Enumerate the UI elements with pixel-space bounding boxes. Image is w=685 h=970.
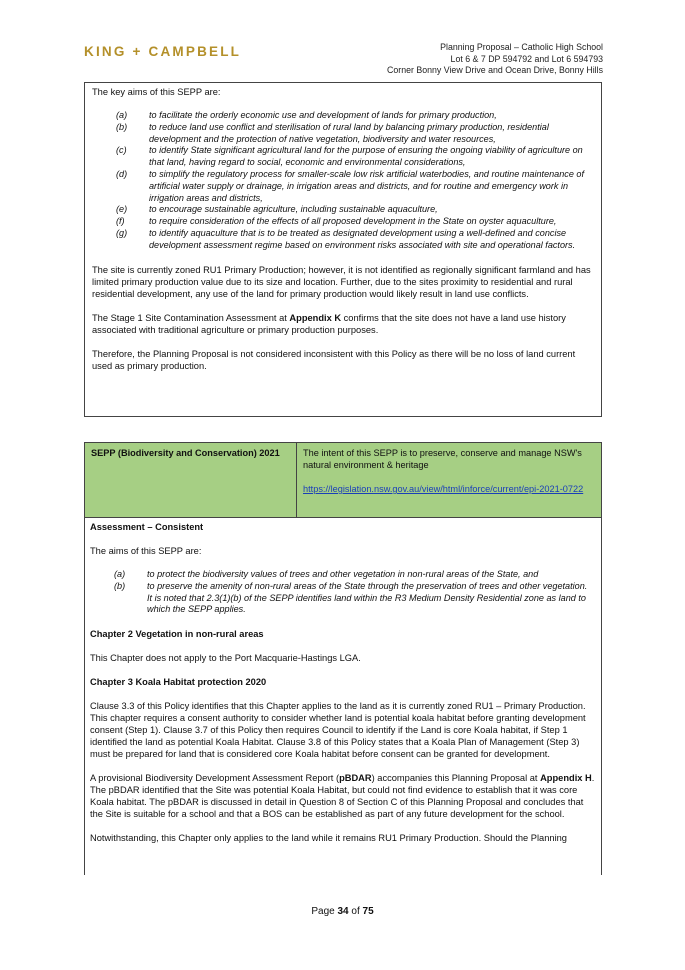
sepp-title-row (85, 443, 601, 518)
aim-item (92, 110, 594, 122)
chapter-2-heading: Chapter 2 Vegetation in non-rural areas (90, 629, 264, 640)
chapter-2-text: This Chapter does not apply to the Port Macquarie-Hastings LGA. (90, 653, 361, 664)
aims-intro: The key aims of this SEPP are: (92, 87, 221, 97)
assessment-heading: Assessment – Consistent (90, 522, 204, 532)
paragraph-conclusion: Therefore, the Planning Proposal is not considered inconsistent with this Policy as there will be no loss of land current used as primary production. (92, 348, 576, 371)
chapter-3-text: Clause 3.3 of this Policy identifies that this Chapter applies to the land as it is currently zoned RU1 – Primary Production. This chapter requires a consent authority to consider whether land is potential koala habitat before granting development consent (Step 1). Clause 3.7 of this Policy then requires Council to identify if the Land is core Koala habitat, if Step 1 identified the land as potential Koala Habitat. Clause 3.8 of this Policy states that a Koala Plan of Management (Step 3) must be prepared for land that is considered core Koala habitat before consent can be granted for development. (90, 701, 586, 760)
aim-item (92, 216, 594, 228)
aim-label: (a) (116, 110, 128, 120)
aims-list-2 (90, 569, 596, 616)
header-line-3: Corner Bonny View Drive and Ocean Drive, Bonny Hills (387, 65, 603, 75)
aim-label: (a) (114, 569, 126, 579)
chapter-3-heading: Chapter 3 Koala Habitat protection 2020 (90, 677, 267, 688)
aim-item (90, 581, 596, 616)
aim-text: to facilitate the orderly economic use and development of lands for primary production, (149, 110, 497, 120)
aim-text: to identify aquaculture that is to be treated as designated development using a well-defined and concise development assessment regime based on environment risks associated with site and operational factors. (149, 227, 576, 250)
aim-item (92, 228, 594, 252)
aim-text: to reduce land use conflict and sterilisation of rural land by balancing primary production, residential development and the protection of native vegetation, biodiversity and water resources, (149, 121, 549, 144)
aim-label: (g) (116, 227, 128, 238)
aim-item (90, 569, 596, 581)
aim-item (92, 169, 594, 204)
header-line-1: Planning Proposal – Catholic High School (440, 42, 603, 52)
sepp-intent: The intent of this SEPP is to preserve, conserve and manage NSW's natural environment & heritage (303, 448, 582, 470)
sepp-title: SEPP (Biodiversity and Conservation) 2021 (85, 443, 297, 517)
aim-label: (b) (116, 121, 128, 132)
aim-label: (f) (116, 216, 125, 227)
aim-text: to encourage sustainable agriculture, including sustainable aquaculture, (149, 204, 438, 215)
aims-list (92, 110, 594, 252)
aims-intro-2: The aims of this SEPP are: (90, 546, 202, 556)
pbdar-paragraph: A provisional Biodiversity Development Assessment Report (pBDAR) accompanies this Planning Proposal at Appendix H. The pBDAR identified that the Site was potential Koala Habitat, but could not find evidence to establish that it was core Koala habitat. The pBDAR is discussed in detail in Question 8 of Section C of this Planning Proposal and concludes that the Site is suitable for a school and that a BOS can be established as part of any future development for the school. (90, 773, 595, 820)
aim-text: to preserve the amenity of non-rural areas of the State through the preservation of trees and other vegetation. It is noted that 2.3(1)(b) of the SEPP identifies land within the R3 Medium Density Residential zone as land to which the SEPP applies. (147, 580, 588, 615)
paragraph-contamination: The Stage 1 Site Contamination Assessment at Appendix K confirms that the site does not have a land use history associated with traditional agriculture or primary production purposes. (92, 312, 566, 335)
legislation-link[interactable]: https://legislation.nsw.gov.au/view/html/inforce/current/epi-2021-0722 (303, 484, 584, 494)
assessment-content (85, 518, 601, 847)
aim-label: (d) (116, 168, 128, 179)
aim-text: to require consideration of the effects of all proposed development in the State on oyster aquaculture, (149, 216, 557, 227)
sepp-intent-cell (297, 443, 601, 517)
page-number: Page 34 of 75 (311, 906, 374, 917)
paragraph-zoning: The site is currently zoned RU1 Primary Production; however, it is not identified as regionally significant farmland and has limited primary production value due to its size and location. Further, due to the sites proximity to residential and rural residential development, any use of the land for primary production would likely result in land use conflicts. (92, 264, 591, 299)
notwithstanding-paragraph: Notwithstanding, this Chapter only applies to the land while it remains RU1 Primary Production. Should the Planning (90, 833, 567, 844)
aim-label: (e) (116, 204, 128, 215)
aim-label: (c) (116, 145, 127, 156)
aim-label: (b) (114, 580, 126, 591)
aim-text: to simplify the regulatory process for smaller-scale low risk artificial waterbodies, and routine maintenance of artificial water supply or drainage, in irrigation areas and districts, and for routine and emergency work in irrigation areas and districts, (149, 168, 585, 203)
aim-text: to identify State significant agricultural land for the purpose of ensuring the ongoing viability of agriculture on that land, having regard to social, economic and environmental considerations, (149, 145, 583, 168)
company-logo: KING + CAMPBELL (84, 44, 242, 59)
document-header (387, 42, 603, 77)
aim-item (92, 204, 594, 216)
aim-text: to protect the biodiversity values of trees and other vegetation in non-rural areas of the State, and (147, 569, 539, 579)
header-line-2: Lot 6 & 7 DP 594792 and Lot 6 594793 (450, 53, 603, 64)
biodiversity-sepp-box (84, 442, 602, 875)
aim-item (92, 122, 594, 146)
rural-lands-sepp-box (84, 82, 602, 417)
aim-item (92, 145, 594, 169)
